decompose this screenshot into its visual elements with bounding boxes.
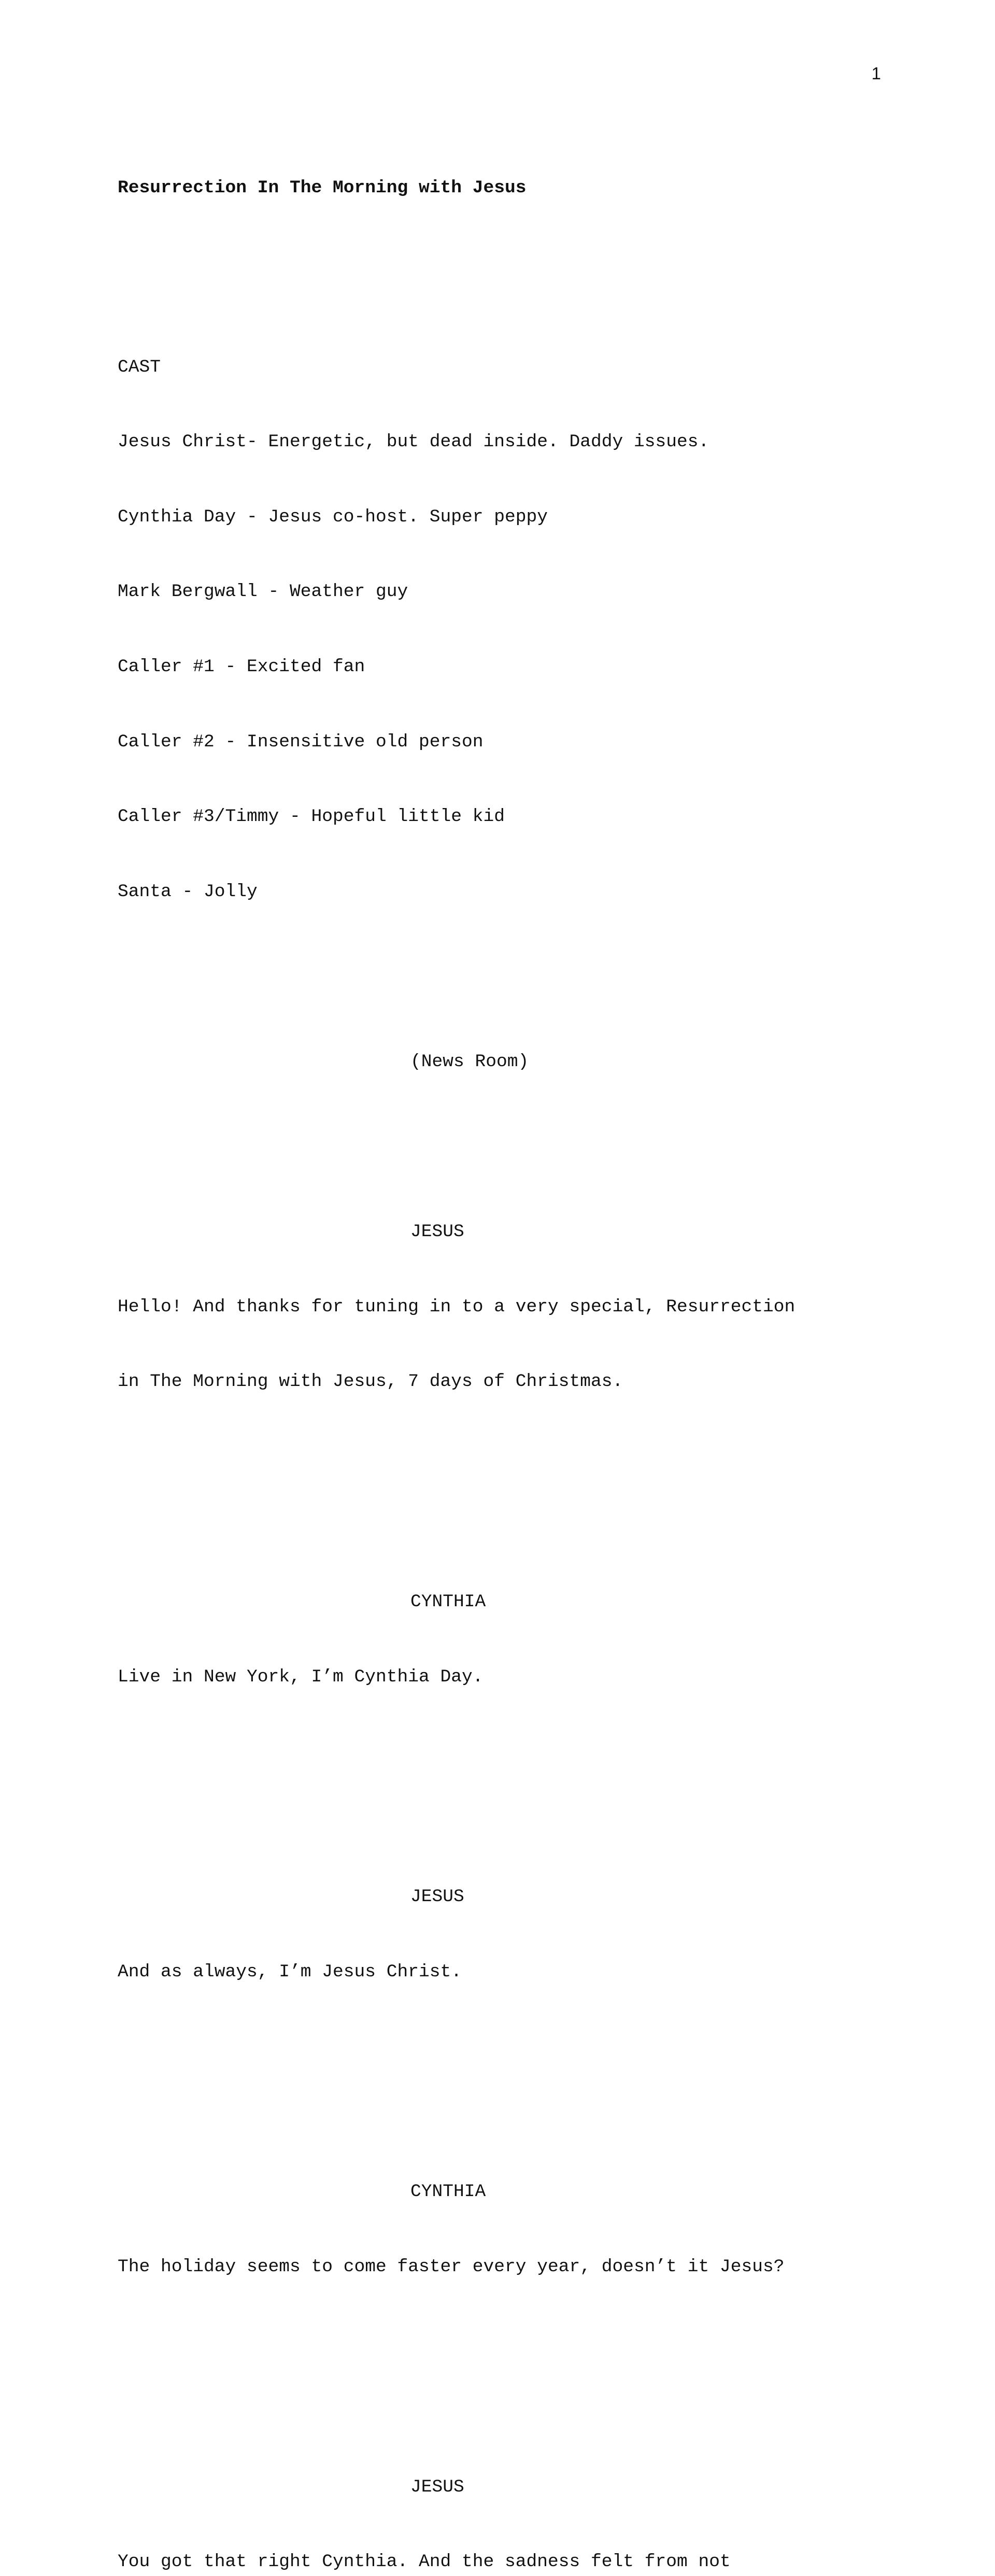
cast-member: Cynthia Day - Jesus co-host. Super peppy: [118, 506, 548, 527]
dialogue-block: [118, 1540, 885, 1740]
dialogue-line: in The Morning with Jesus, 7 days of Christmas.: [118, 1371, 623, 1392]
dialogue-block: [118, 1835, 885, 2035]
speaker-name: JESUS: [410, 2476, 464, 2497]
speaker-name: JESUS: [410, 1887, 464, 1907]
cast-member: Caller #3/Timmy - Hopeful little kid: [118, 806, 505, 827]
cast-member: Caller #2 - Insensitive old person: [118, 731, 484, 752]
speaker-name: JESUS: [410, 1222, 464, 1242]
dialogue-block: [118, 2130, 885, 2330]
dialogue-line: You got that right Cynthia. And the sadness felt from not: [118, 2552, 731, 2572]
cast-member: Mark Bergwall - Weather guy: [118, 582, 408, 602]
dialogue-line: Live in New York, I’m Cynthia Day.: [118, 1666, 484, 1687]
speaker-name: CYNTHIA: [410, 1591, 486, 1612]
dialogue-line: Hello! And thanks for tuning in to a very special, Resurrection: [118, 1296, 795, 1317]
page-number: 1: [871, 64, 881, 83]
cast-member: Jesus Christ- Energetic, but dead inside. Daddy issues.: [118, 432, 709, 452]
dialogue-line: The holiday seems to come faster every year, doesn’t it Jesus?: [118, 2256, 785, 2277]
dialogue-line: And as always, I’m Jesus Christ.: [118, 1961, 462, 1982]
cast-heading: CAST: [118, 357, 161, 377]
speaker-name: CYNTHIA: [410, 2182, 486, 2202]
script-title: Resurrection In The Morning with Jesus: [118, 178, 527, 199]
dialogue-block: [118, 1170, 885, 1445]
cast-member: Santa - Jolly: [118, 881, 258, 902]
dialogue-block: [118, 2425, 885, 2576]
cast-list: [118, 305, 885, 954]
script-content: [118, 126, 885, 2576]
cast-member: Caller #1 - Excited fan: [118, 656, 365, 677]
scene-heading: (News Room): [410, 1051, 529, 1072]
